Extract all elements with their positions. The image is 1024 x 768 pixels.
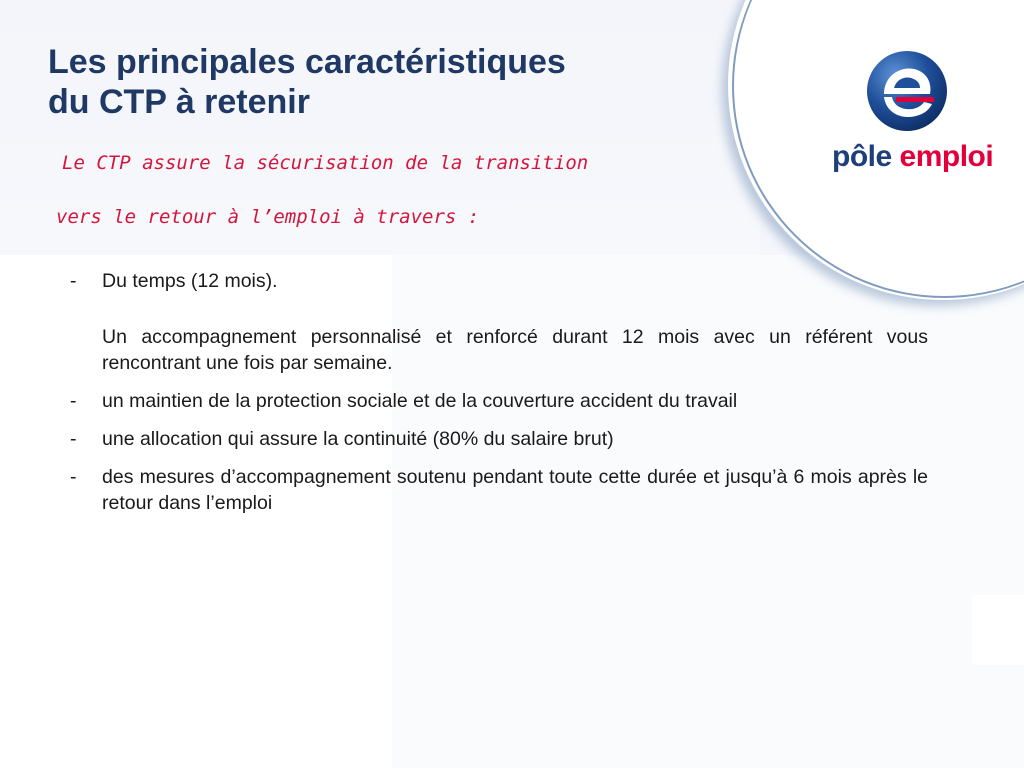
list-item bbox=[70, 324, 928, 376]
bullet-list bbox=[70, 268, 928, 516]
corner-panel bbox=[972, 595, 1024, 665]
title-line-2: du CTP à retenir bbox=[48, 83, 310, 121]
logo-word-emploi: emploi bbox=[899, 140, 994, 173]
bullet-dash: - bbox=[70, 390, 77, 412]
logo-word-pole: pôle bbox=[832, 140, 892, 173]
list-item bbox=[70, 426, 928, 452]
bullet-dash: - bbox=[70, 466, 77, 488]
subtitle-line-1: Le CTP assure la sécurisation de la transition bbox=[62, 152, 589, 174]
pole-emploi-logo-icon bbox=[866, 50, 948, 132]
bullet-text: un maintien de la protection sociale et de la couverture accident du travail bbox=[102, 390, 738, 412]
title-line-1: Les principales caractéristiques bbox=[48, 43, 566, 81]
list-item bbox=[70, 464, 928, 516]
slide-title bbox=[48, 42, 566, 122]
pole-emploi-logo-text bbox=[832, 140, 993, 174]
bullet-text: des mesures d’accompagnement soutenu pendant toute cette durée et jusqu’à 6 mois après le retour dans l’emploi bbox=[102, 466, 928, 514]
list-item bbox=[70, 388, 928, 414]
bullet-text: Du temps (12 mois). bbox=[102, 270, 278, 292]
bullet-text: une allocation qui assure la continuité (80% du salaire brut) bbox=[102, 428, 614, 450]
bullet-dash: - bbox=[70, 428, 77, 450]
bullet-dash: - bbox=[70, 270, 77, 292]
bullet-text: Un accompagnement personnalisé et renforcé durant 12 mois avec un référent vous rencontrant une fois par semaine. bbox=[102, 326, 928, 374]
subtitle-line-2: vers le retour à l’emploi à travers : bbox=[56, 206, 480, 228]
list-item bbox=[70, 268, 928, 294]
